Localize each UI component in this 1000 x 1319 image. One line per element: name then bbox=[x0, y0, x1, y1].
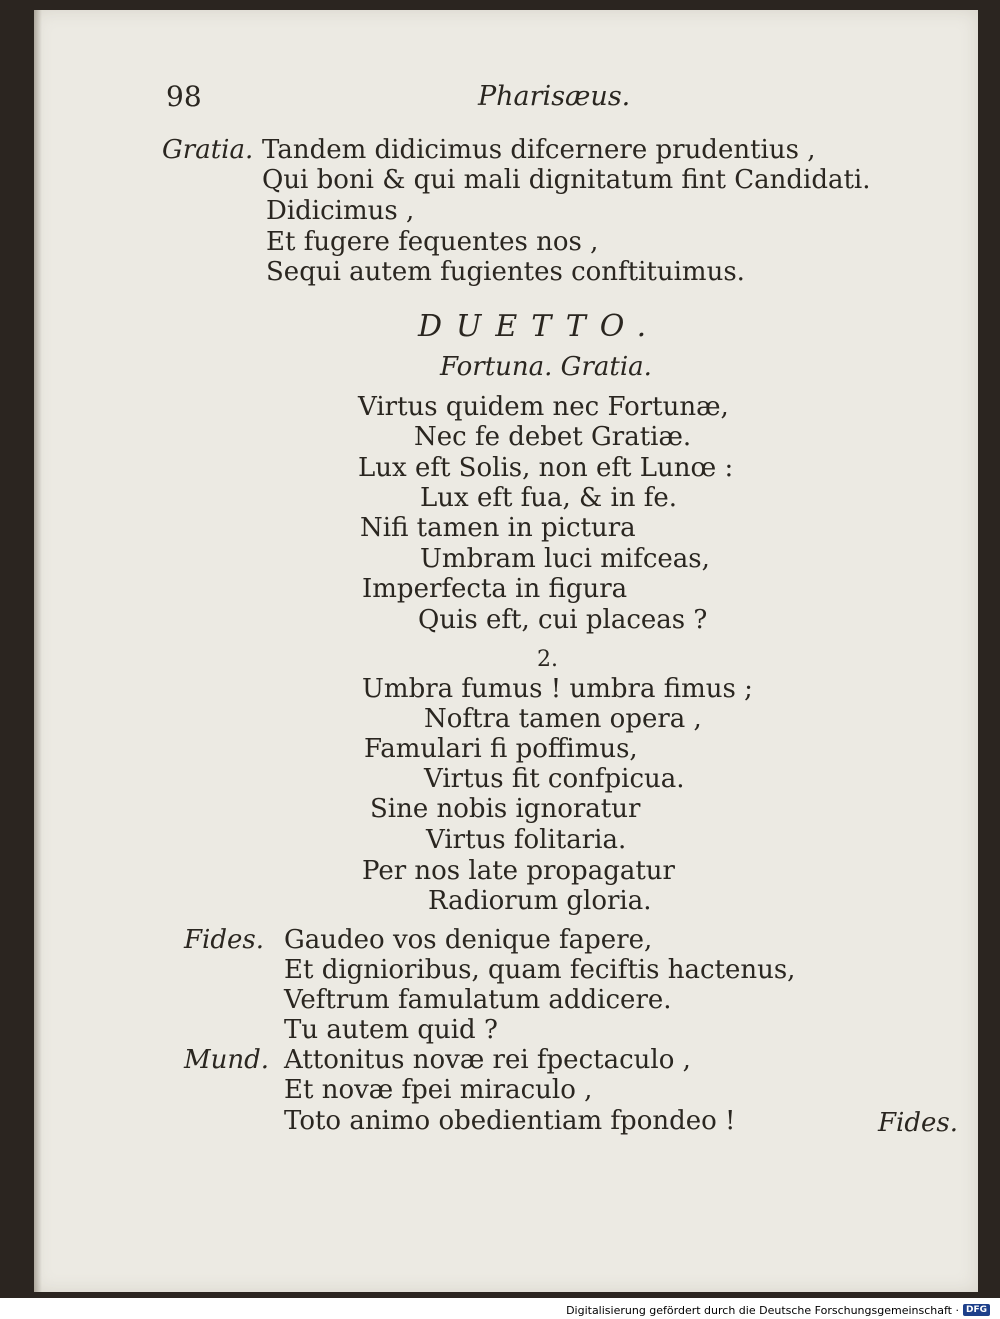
digitization-footer bbox=[566, 1302, 990, 1318]
verse-line: Lux eft Solis, non eft Lunœ : bbox=[358, 453, 734, 483]
verse-line: Tandem didicimus difcernere prudentius , bbox=[262, 135, 816, 165]
verse-line: Noftra tamen opera , bbox=[424, 704, 702, 734]
catchword: Fides. bbox=[878, 1108, 958, 1138]
page-number: 98 bbox=[166, 80, 202, 113]
verse-line: Qui boni & qui mali dignitatum fint Candidati. bbox=[262, 165, 871, 195]
speaker-mund: Mund. bbox=[184, 1045, 270, 1075]
running-title: Pharisæus. bbox=[478, 81, 631, 112]
verse-line: Virtus folitaria. bbox=[426, 825, 627, 855]
footer-credit: Digitalisierung gefördert durch die Deutsche Forschungsgemeinschaft · bbox=[566, 1303, 959, 1317]
verse-line: Et fugere fequentes nos , bbox=[266, 227, 599, 257]
verse-line: Et novæ fpei miraculo , bbox=[284, 1075, 593, 1105]
verse-line: Famulari fi poffimus, bbox=[364, 734, 638, 764]
verse-line: Veftrum famulatum addicere. bbox=[284, 985, 672, 1015]
binding-shadow bbox=[34, 10, 42, 1292]
verse-line: Virtus quidem nec Fortunæ, bbox=[358, 392, 729, 422]
verse-line: Radiorum gloria. bbox=[428, 886, 652, 916]
verse-line: Virtus fit confpicua. bbox=[424, 764, 685, 794]
verse-line: Didicimus , bbox=[266, 196, 415, 226]
duetto-voices: Fortuna. Gratia. bbox=[440, 352, 652, 382]
verse-line: Quis eft, cui placeas ? bbox=[418, 605, 708, 635]
verse-line: Lux eft fua, & in fe. bbox=[420, 483, 678, 513]
verse-line: Per nos late propagatur bbox=[362, 856, 675, 886]
verse-line: Imperfecta in figura bbox=[362, 574, 628, 604]
verse-line: Umbram luci mifceas, bbox=[420, 544, 710, 574]
duetto-title: DUETTO. bbox=[418, 309, 661, 344]
verse-line: Nec fe debet Gratiæ. bbox=[414, 422, 692, 452]
verse-line: Sequi autem fugientes conftituimus. bbox=[266, 257, 745, 287]
speaker-gratia: Gratia. bbox=[162, 135, 254, 165]
verse-line: Toto animo obedientiam fpondeo ! bbox=[284, 1106, 736, 1136]
verse-line: Gaudeo vos denique fapere, bbox=[284, 925, 653, 955]
verse-line: Nifi tamen in pictura bbox=[360, 513, 636, 543]
verse-line: Tu autem quid ? bbox=[284, 1015, 498, 1045]
stanza-number: 2. bbox=[537, 647, 558, 672]
verse-line: Attonitus novæ rei fpectaculo , bbox=[284, 1045, 691, 1075]
verse-line: Sine nobis ignoratur bbox=[370, 794, 641, 824]
speaker-fides: Fides. bbox=[184, 925, 264, 955]
verse-line: Et dignioribus, quam feciftis hactenus, bbox=[284, 955, 796, 985]
dfg-logo-icon: DFG bbox=[963, 1304, 990, 1316]
verse-line: Umbra fumus ! umbra fimus ; bbox=[362, 674, 753, 704]
